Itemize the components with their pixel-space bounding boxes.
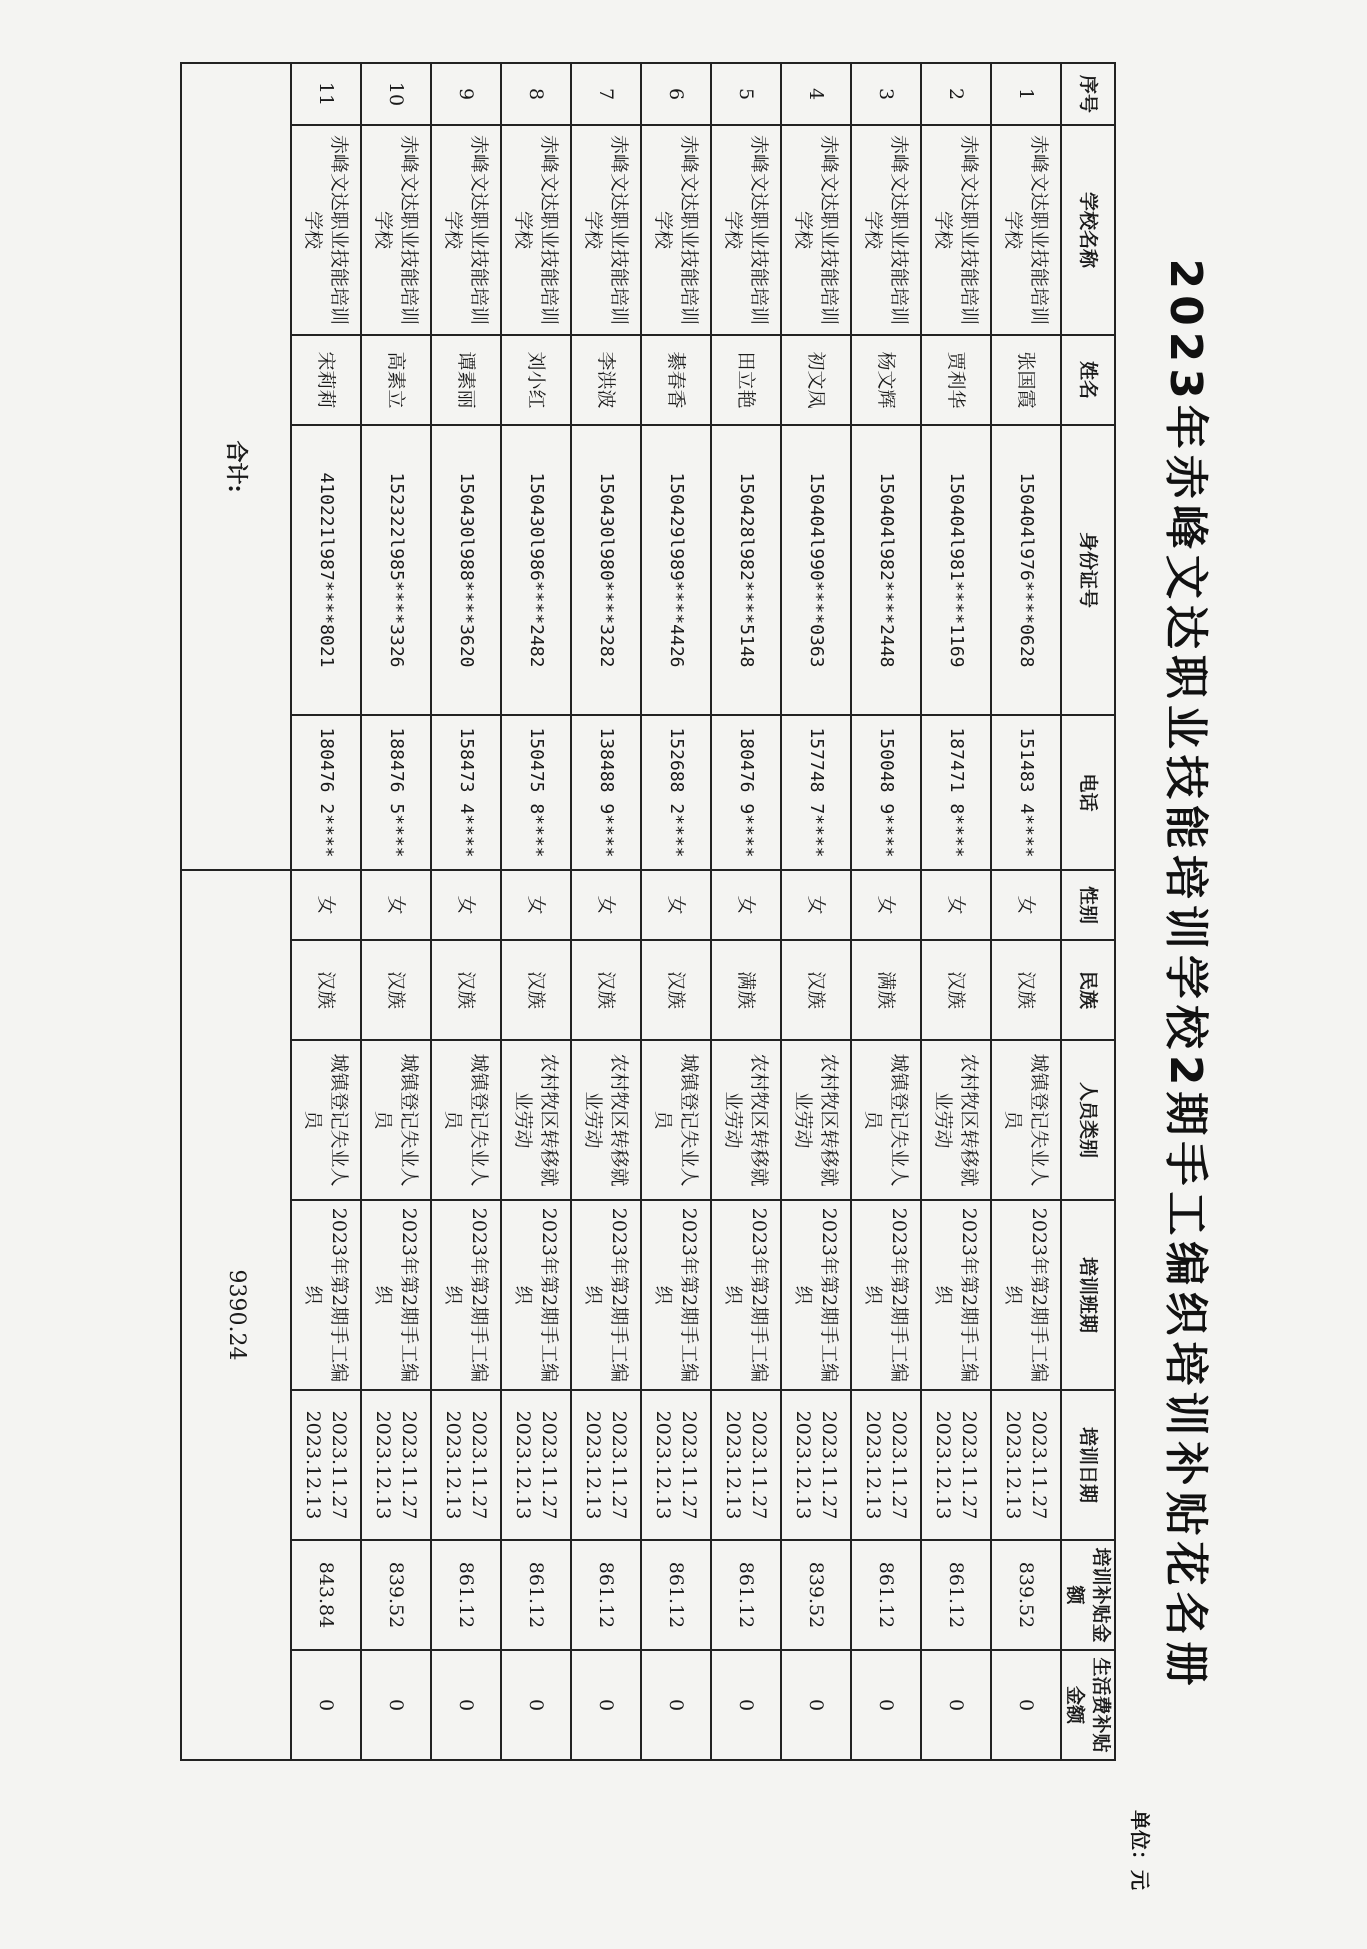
category-cell: 城镇登记失业人员 <box>361 1040 431 1200</box>
total-row <box>181 63 291 1760</box>
table-row <box>361 63 431 1760</box>
living-subsidy-cell: 0 <box>851 1650 921 1760</box>
session-cell: 2023年第2期手工编织 <box>361 1200 431 1390</box>
table-body <box>291 63 1061 1760</box>
session-cell: 2023年第2期手工编织 <box>291 1200 361 1390</box>
table-row <box>781 63 851 1760</box>
dates-cell: 2023.11.27 2023.12.13 <box>501 1390 571 1540</box>
ethnicity-cell: 汉族 <box>781 940 851 1040</box>
category-cell: 城镇登记失业人员 <box>851 1040 921 1200</box>
school-cell: 赤峰文达职业技能培训学校 <box>991 125 1061 335</box>
category-cell: 农村牧区转移就业劳动 <box>501 1040 571 1200</box>
col-ethnicity-header: 民族 <box>1061 940 1115 1040</box>
category-cell: 农村牧区转移就业劳动 <box>711 1040 781 1200</box>
col-category-header: 人员类别 <box>1061 1040 1115 1200</box>
category-cell: 城镇登记失业人员 <box>991 1040 1061 1200</box>
table-row <box>921 63 991 1760</box>
col-training-subsidy-header: 培训补贴金额 <box>1061 1540 1115 1650</box>
training-subsidy-cell: 843.84 <box>291 1540 361 1650</box>
school-cell: 赤峰文达职业技能培训学校 <box>291 125 361 335</box>
col-name-header: 姓名 <box>1061 335 1115 425</box>
id-number-cell: 150429l989****4426 <box>641 425 711 715</box>
document-title: 2023年赤峰文达职业技能培训学校2期手工编织培训补贴花名册 <box>1159 257 1211 1692</box>
session-cell: 2023年第2期手工编织 <box>431 1200 501 1390</box>
phone-cell: 180476 2**** <box>291 715 361 870</box>
dates-cell: 2023.11.27 2023.12.13 <box>851 1390 921 1540</box>
training-subsidy-cell: 861.12 <box>711 1540 781 1650</box>
phone-cell: 138488 9**** <box>571 715 641 870</box>
gender-cell: 女 <box>291 870 361 940</box>
training-subsidy-cell: 839.52 <box>991 1540 1061 1650</box>
dates-cell: 2023.11.27 2023.12.13 <box>921 1390 991 1540</box>
id-number-cell: 150404l981****1169 <box>921 425 991 715</box>
serial-cell: 7 <box>571 63 641 125</box>
gender-cell: 女 <box>501 870 571 940</box>
phone-cell: 152688 2**** <box>641 715 711 870</box>
category-cell: 城镇登记失业人员 <box>641 1040 711 1200</box>
session-cell: 2023年第2期手工编织 <box>991 1200 1061 1390</box>
table-row <box>991 63 1061 1760</box>
name-cell: 刘小红 <box>501 335 571 425</box>
table-row <box>501 63 571 1760</box>
name-cell: 谭素丽 <box>431 335 501 425</box>
category-cell: 城镇登记失业人员 <box>431 1040 501 1200</box>
serial-cell: 3 <box>851 63 921 125</box>
session-cell: 2023年第2期手工编织 <box>921 1200 991 1390</box>
total-label: 合计: <box>181 63 291 870</box>
table-row <box>431 63 501 1760</box>
gender-cell: 女 <box>851 870 921 940</box>
dates-cell: 2023.11.27 2023.12.13 <box>641 1390 711 1540</box>
living-subsidy-cell: 0 <box>571 1650 641 1760</box>
session-cell: 2023年第2期手工编织 <box>501 1200 571 1390</box>
session-cell: 2023年第2期手工编织 <box>571 1200 641 1390</box>
phone-cell: 158473 4**** <box>431 715 501 870</box>
table-row <box>711 63 781 1760</box>
ethnicity-cell: 汉族 <box>501 940 571 1040</box>
dates-cell: 2023.11.27 2023.12.13 <box>711 1390 781 1540</box>
name-cell: 高素立 <box>361 335 431 425</box>
col-session-header: 培训班期 <box>1061 1200 1115 1390</box>
school-cell: 赤峰文达职业技能培训学校 <box>781 125 851 335</box>
category-cell: 城镇登记失业人员 <box>291 1040 361 1200</box>
phone-cell: 187471 8**** <box>921 715 991 870</box>
living-subsidy-cell: 0 <box>711 1650 781 1760</box>
id-number-cell: 152322l985****3326 <box>361 425 431 715</box>
serial-cell: 1 <box>991 63 1061 125</box>
ethnicity-cell: 满族 <box>711 940 781 1040</box>
living-subsidy-cell: 0 <box>781 1650 851 1760</box>
phone-cell: 188476 5**** <box>361 715 431 870</box>
phone-cell: 157748 7**** <box>781 715 851 870</box>
col-living-subsidy-header: 生活费补贴金额 <box>1061 1650 1115 1760</box>
total-value: 9390.24 <box>181 870 291 1760</box>
phone-cell: 150475 8**** <box>501 715 571 870</box>
ethnicity-cell: 满族 <box>851 940 921 1040</box>
ethnicity-cell: 汉族 <box>641 940 711 1040</box>
phone-cell: 150048 9**** <box>851 715 921 870</box>
training-subsidy-cell: 861.12 <box>571 1540 641 1650</box>
serial-cell: 2 <box>921 63 991 125</box>
name-cell: 初文凤 <box>781 335 851 425</box>
gender-cell: 女 <box>361 870 431 940</box>
id-number-cell: 150404l982****2448 <box>851 425 921 715</box>
phone-cell: 180476 9**** <box>711 715 781 870</box>
id-number-cell: 150428l982****5148 <box>711 425 781 715</box>
gender-cell: 女 <box>781 870 851 940</box>
session-cell: 2023年第2期手工编织 <box>781 1200 851 1390</box>
name-cell: 綦春香 <box>641 335 711 425</box>
living-subsidy-cell: 0 <box>501 1650 571 1760</box>
ethnicity-cell: 汉族 <box>991 940 1061 1040</box>
living-subsidy-cell: 0 <box>921 1650 991 1760</box>
ethnicity-cell: 汉族 <box>361 940 431 1040</box>
name-cell: 宋莉莉 <box>291 335 361 425</box>
dates-cell: 2023.11.27 2023.12.13 <box>431 1390 501 1540</box>
serial-cell: 9 <box>431 63 501 125</box>
school-cell: 赤峰文达职业技能培训学校 <box>571 125 641 335</box>
gender-cell: 女 <box>991 870 1061 940</box>
living-subsidy-cell: 0 <box>641 1650 711 1760</box>
col-gender-header: 性别 <box>1061 870 1115 940</box>
session-cell: 2023年第2期手工编织 <box>711 1200 781 1390</box>
rotated-content <box>134 20 1234 1930</box>
school-cell: 赤峰文达职业技能培训学校 <box>711 125 781 335</box>
id-number-cell: 150404l990****0363 <box>781 425 851 715</box>
id-number-cell: 410221l987****8021 <box>291 425 361 715</box>
col-id-header: 身份证号 <box>1061 425 1115 715</box>
training-subsidy-cell: 839.52 <box>361 1540 431 1650</box>
table-row <box>641 63 711 1760</box>
serial-cell: 10 <box>361 63 431 125</box>
gender-cell: 女 <box>431 870 501 940</box>
serial-cell: 8 <box>501 63 571 125</box>
ethnicity-cell: 汉族 <box>431 940 501 1040</box>
dates-cell: 2023.11.27 2023.12.13 <box>781 1390 851 1540</box>
school-cell: 赤峰文达职业技能培训学校 <box>641 125 711 335</box>
name-cell: 贾利华 <box>921 335 991 425</box>
school-cell: 赤峰文达职业技能培训学校 <box>921 125 991 335</box>
dates-cell: 2023.11.27 2023.12.13 <box>291 1390 361 1540</box>
training-subsidy-cell: 861.12 <box>921 1540 991 1650</box>
gender-cell: 女 <box>571 870 641 940</box>
living-subsidy-cell: 0 <box>991 1650 1061 1760</box>
col-dates-header: 培训日期 <box>1061 1390 1115 1540</box>
id-number-cell: 150430l988****3620 <box>431 425 501 715</box>
school-cell: 赤峰文达职业技能培训学校 <box>361 125 431 335</box>
gender-cell: 女 <box>711 870 781 940</box>
living-subsidy-cell: 0 <box>431 1650 501 1760</box>
name-cell: 田立艳 <box>711 335 781 425</box>
session-cell: 2023年第2期手工编织 <box>641 1200 711 1390</box>
school-cell: 赤峰文达职业技能培训学校 <box>851 125 921 335</box>
school-cell: 赤峰文达职业技能培训学校 <box>501 125 571 335</box>
training-subsidy-cell: 861.12 <box>851 1540 921 1650</box>
ethnicity-cell: 汉族 <box>921 940 991 1040</box>
col-serial-header: 序号 <box>1061 63 1115 125</box>
dates-cell: 2023.11.27 2023.12.13 <box>991 1390 1061 1540</box>
serial-cell: 6 <box>641 63 711 125</box>
table-row <box>291 63 361 1760</box>
table-row <box>851 63 921 1760</box>
header-row <box>1061 63 1115 1760</box>
training-subsidy-cell: 861.12 <box>641 1540 711 1650</box>
living-subsidy-cell: 0 <box>361 1650 431 1760</box>
name-cell: 杨文辉 <box>851 335 921 425</box>
school-cell: 赤峰文达职业技能培训学校 <box>431 125 501 335</box>
training-subsidy-cell: 861.12 <box>431 1540 501 1650</box>
id-number-cell: 150430l986****2482 <box>501 425 571 715</box>
serial-cell: 5 <box>711 63 781 125</box>
living-subsidy-cell: 0 <box>291 1650 361 1760</box>
col-school-header: 学校名称 <box>1061 125 1115 335</box>
serial-cell: 11 <box>291 63 361 125</box>
col-phone-header: 电话 <box>1061 715 1115 870</box>
category-cell: 农村牧区转移就业劳动 <box>571 1040 641 1200</box>
phone-cell: 151483 4**** <box>991 715 1061 870</box>
gender-cell: 女 <box>921 870 991 940</box>
ethnicity-cell: 汉族 <box>571 940 641 1040</box>
dates-cell: 2023.11.27 2023.12.13 <box>571 1390 641 1540</box>
unit-label: 单位：元 <box>1127 1809 1152 1890</box>
name-cell: 张国霞 <box>991 335 1061 425</box>
roster-table <box>180 62 1116 1761</box>
training-subsidy-cell: 839.52 <box>781 1540 851 1650</box>
session-cell: 2023年第2期手工编织 <box>851 1200 921 1390</box>
serial-cell: 4 <box>781 63 851 125</box>
id-number-cell: 150404l976****0628 <box>991 425 1061 715</box>
ethnicity-cell: 汉族 <box>291 940 361 1040</box>
category-cell: 农村牧区转移就业劳动 <box>921 1040 991 1200</box>
category-cell: 农村牧区转移就业劳动 <box>781 1040 851 1200</box>
name-cell: 李洪波 <box>571 335 641 425</box>
table-row <box>571 63 641 1760</box>
training-subsidy-cell: 861.12 <box>501 1540 571 1650</box>
dates-cell: 2023.11.27 2023.12.13 <box>361 1390 431 1540</box>
gender-cell: 女 <box>641 870 711 940</box>
id-number-cell: 150430l980****3282 <box>571 425 641 715</box>
